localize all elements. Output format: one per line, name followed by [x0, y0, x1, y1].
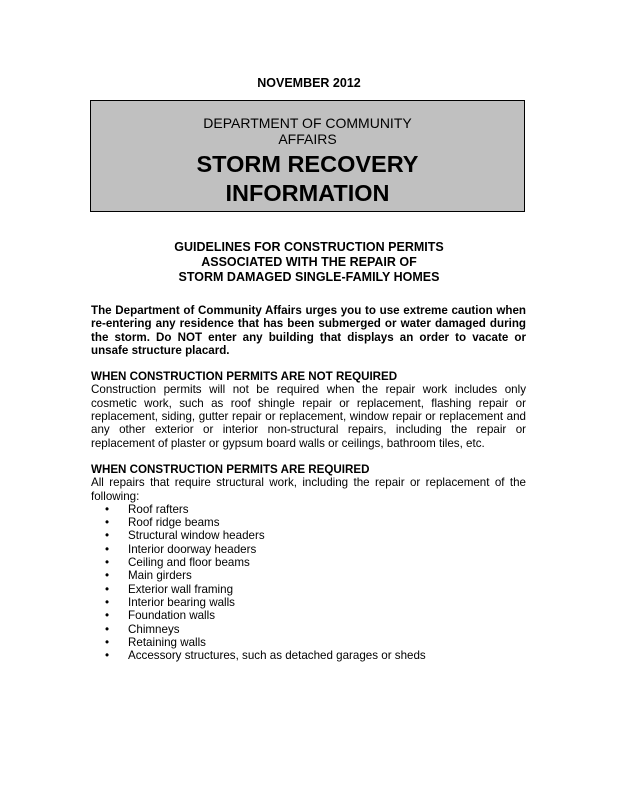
structural-items-list: [91, 503, 526, 663]
list-item-text: Ceiling and floor beams: [128, 556, 250, 570]
title-line-1: STORM RECOVERY: [196, 151, 419, 177]
bullet-icon: •: [105, 569, 110, 583]
required-paragraph: All repairs that require structural work, including the repair or replacement of the following:: [91, 476, 526, 503]
body-content: [91, 304, 526, 662]
bullet-icon: •: [105, 635, 110, 649]
list-item-text: Main girders: [128, 569, 192, 583]
list-item: [91, 529, 526, 542]
document-date: NOVEMBER 2012: [257, 76, 361, 90]
list-item-text: Interior bearing walls: [128, 595, 235, 609]
list-item: [91, 609, 526, 622]
department-line-2: AFFAIRS: [278, 131, 337, 147]
list-item: [91, 556, 526, 569]
list-item: [91, 516, 526, 529]
department-line-1: DEPARTMENT OF COMMUNITY: [203, 115, 412, 131]
list-item: [91, 543, 526, 556]
list-item-text: Accessory structures, such as detached garages or sheds: [128, 649, 426, 663]
intro-paragraph: The Department of Community Affairs urges you to use extreme caution when re-entering any residence that has been submerged or water damaged during the storm. Do NOT enter any building that displays an order to vacate or unsafe structure placard.: [91, 304, 526, 357]
bullet-icon: •: [105, 595, 110, 609]
not-required-paragraph: Construction permits will not be required when the repair work includes only cosmetic work, such as roof shingle repair or replacement, flashing repair or replacement, siding, gutter repair or replacement, window repair or replacement and any other exterior or interior non-structural repairs, including the repair or replacement of plaster or gypsum board walls or ceilings, bathroom tiles, etc.: [91, 383, 526, 450]
list-item-text: Retaining walls: [128, 635, 206, 649]
list-item: [91, 636, 526, 649]
list-item-text: Interior doorway headers: [128, 542, 257, 556]
bullet-icon: •: [105, 516, 110, 530]
bullet-icon: •: [105, 542, 110, 556]
required-heading: WHEN CONSTRUCTION PERMITS ARE REQUIRED: [91, 462, 370, 476]
title-banner: [90, 100, 525, 212]
guidelines-line-3: STORM DAMAGED SINGLE-FAMILY HOMES: [178, 270, 440, 284]
list-item-text: Roof rafters: [128, 502, 189, 516]
title-line-2: INFORMATION: [225, 180, 390, 206]
list-item: [91, 569, 526, 582]
list-item-text: Chimneys: [128, 622, 180, 636]
not-required-heading: WHEN CONSTRUCTION PERMITS ARE NOT REQUIRED: [91, 370, 398, 384]
list-item-text: Roof ridge beams: [128, 516, 220, 530]
bullet-icon: •: [105, 649, 110, 663]
guidelines-heading: [0, 240, 618, 285]
list-item: [91, 623, 526, 636]
list-item-text: Exterior wall framing: [128, 582, 234, 596]
guidelines-line-2: ASSOCIATED WITH THE REPAIR OF: [201, 255, 417, 269]
document-title: [91, 150, 524, 208]
list-item: [91, 649, 526, 662]
list-item-text: Structural window headers: [128, 529, 265, 543]
list-item: [91, 596, 526, 609]
department-name: [91, 115, 524, 147]
bullet-icon: •: [105, 502, 110, 516]
bullet-icon: •: [105, 529, 110, 543]
bullet-icon: •: [105, 609, 110, 623]
list-item: [91, 503, 526, 516]
bullet-icon: •: [105, 556, 110, 570]
guidelines-line-1: GUIDELINES FOR CONSTRUCTION PERMITS: [174, 240, 444, 254]
list-item: [91, 583, 526, 596]
bullet-icon: •: [105, 582, 110, 596]
list-item-text: Foundation walls: [128, 609, 216, 623]
bullet-icon: •: [105, 622, 110, 636]
